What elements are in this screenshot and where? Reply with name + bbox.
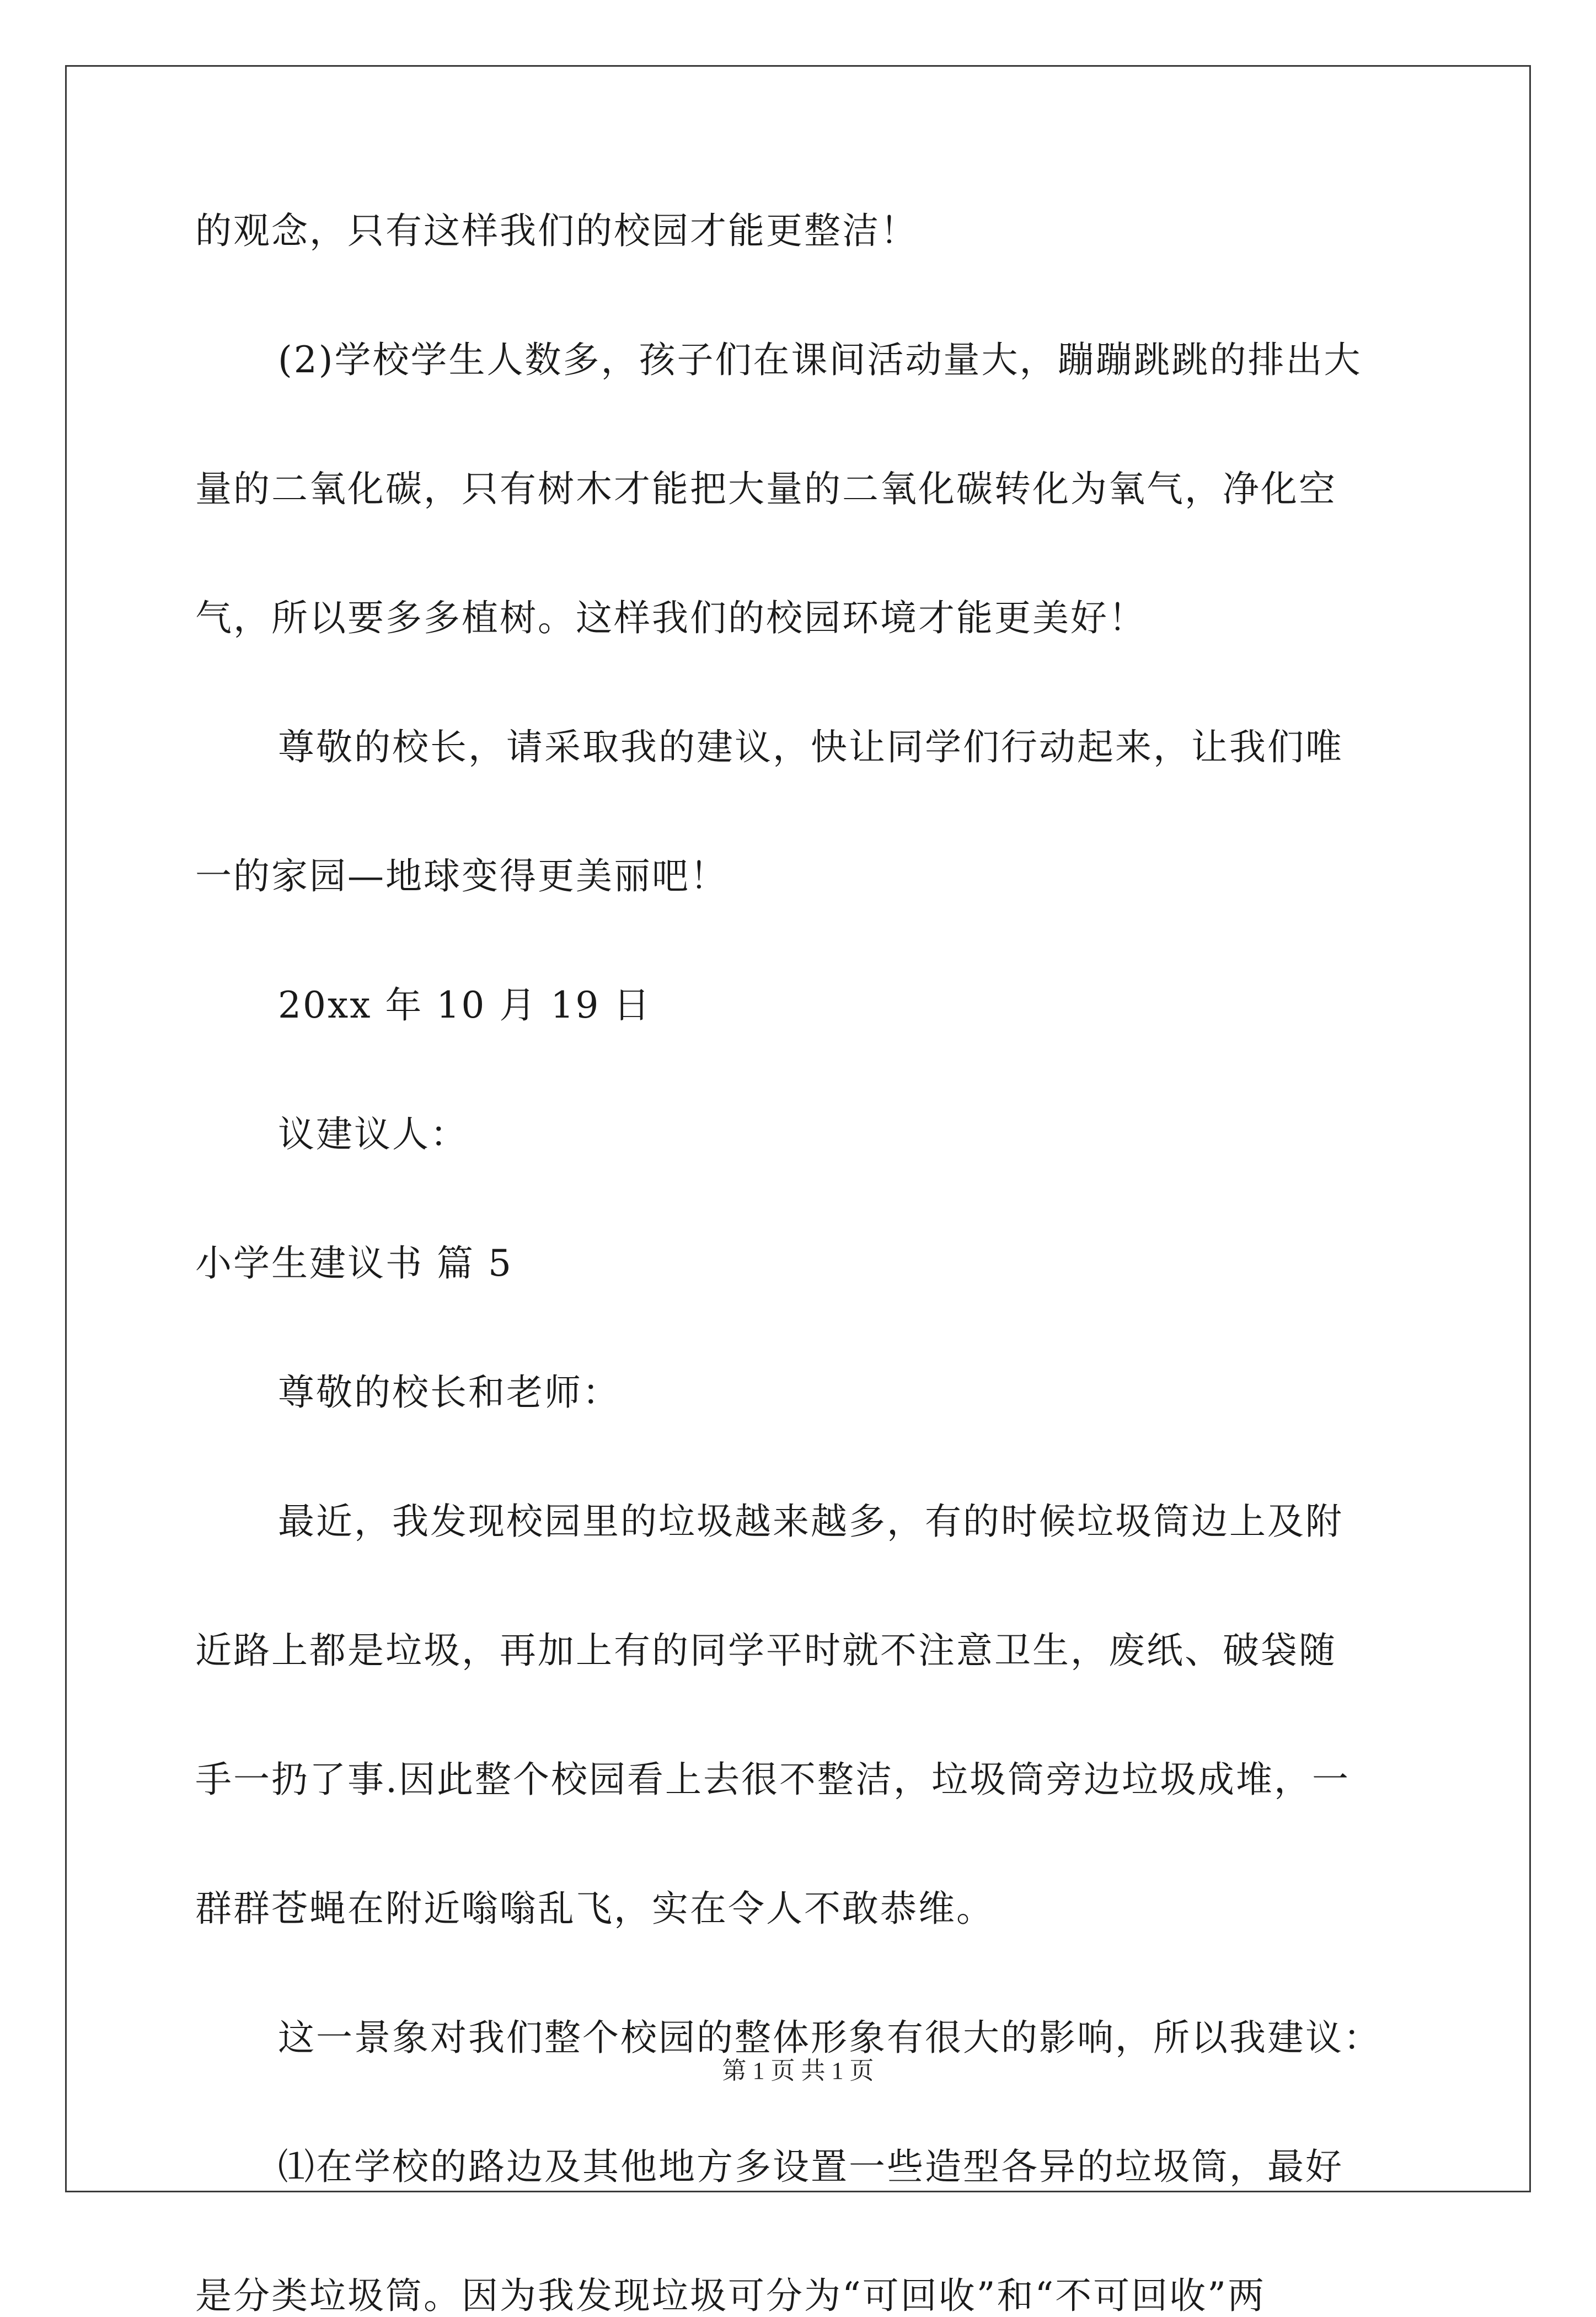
text-line: 尊敬的校长，请采取我的建议，快让同学们行动起来，让我们唯: [278, 726, 1343, 768]
page-footer: 第 1 页 共 1 页: [722, 2057, 874, 2084]
text-line: 气，所以要多多植树。这样我们的校园环境才能更美好！: [195, 597, 1147, 639]
text-line: 这一景象对我们整个校园的整体形象有很大的影响，所以我建议：: [278, 2016, 1381, 2059]
text-line: (2)学校学生人数多，孩子们在课间活动量大，蹦蹦跳跳的排出大: [278, 339, 1362, 381]
signature-line: 议建议人：: [278, 1113, 468, 1155]
text-line: 群群苍蝇在附近嗡嗡乱飞，实在令人不敢恭维。: [195, 1887, 994, 1930]
section-heading: 小学生建议书 篇 5: [195, 1242, 513, 1285]
text-line: 手一扔了事.因此整个校园看上去很不整洁，垃圾筒旁边垃圾成堆，一: [195, 1758, 1350, 1801]
text-line: 近路上都是垃圾，再加上有的同学平时就不注意卫生，废纸、破袋随: [195, 1629, 1337, 1672]
salutation: 尊敬的校长和老师：: [278, 1371, 620, 1414]
date-line: 20xx 年 10 月 19 日: [278, 984, 652, 1026]
text-line: 量的二氧化碳，只有树木才能把大量的二氧化碳转化为氧气，净化空: [195, 468, 1337, 510]
text-line: ⑴在学校的路边及其他地方多设置一些造型各异的垃圾筒，最好: [278, 2145, 1343, 2188]
text-line: 一的家园—地球变得更美丽吧！: [195, 855, 728, 897]
text-line: 的观念，只有这样我们的校园才能更整洁！: [195, 210, 918, 252]
text-line: 是分类垃圾筒。因为我发现垃圾可分为“可回收”和“不可回收”两: [195, 2275, 1266, 2317]
text-line: 最近，我发现校园里的垃圾越来越多，有的时候垃圾筒边上及附: [278, 1500, 1343, 1543]
